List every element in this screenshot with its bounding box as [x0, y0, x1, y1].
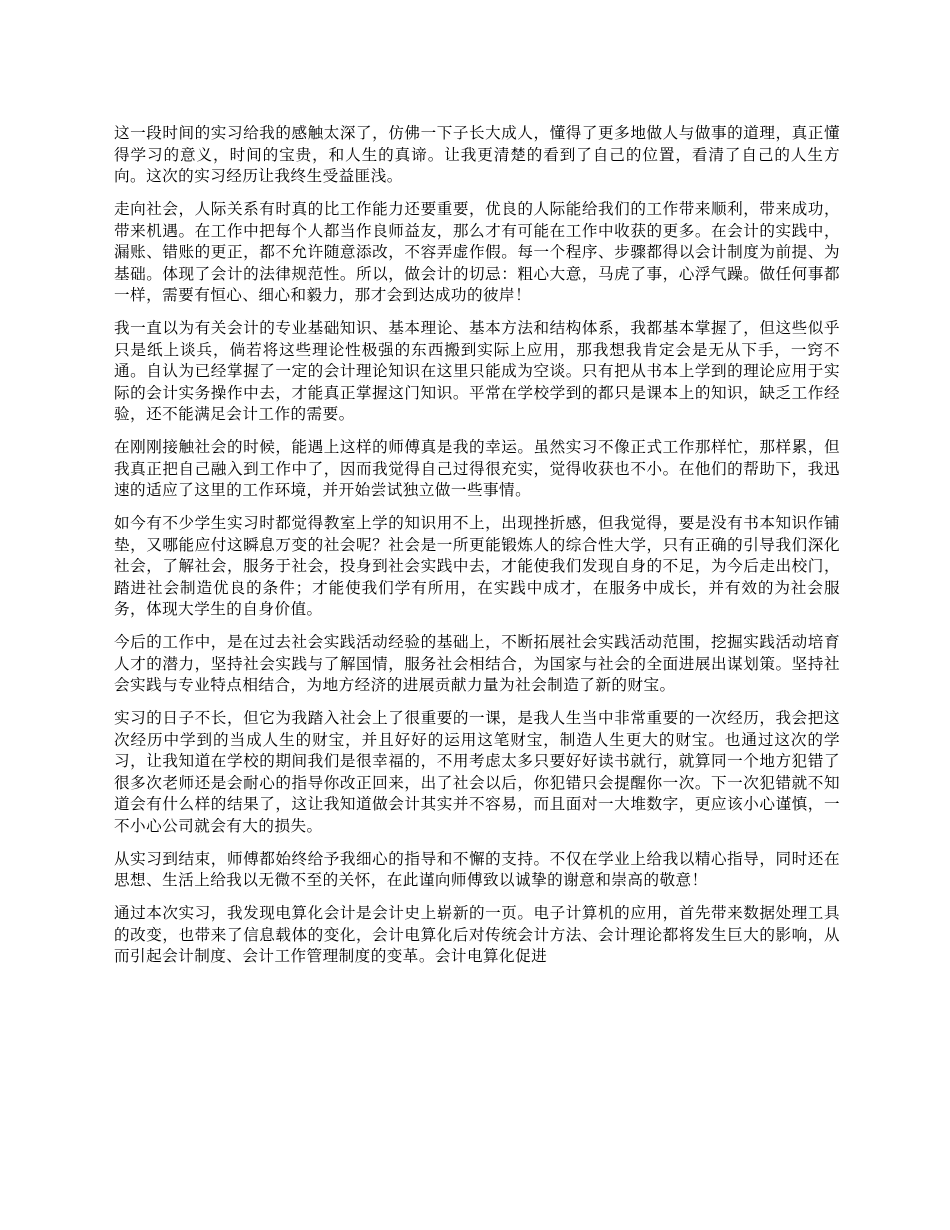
paragraph-8: 从实习到结束，师傅都始终给予我细心的指导和不懈的支持。不仅在学业上给我以精心指导，同时还在思想、生活上给我以无微不至的关怀，在此谨向师傅致以诚挚的谢意和崇高的敬意！: [114, 849, 840, 889]
paragraph-3: 我一直以为有关会计的专业基础知识、基本理论、基本方法和结构体系，我都基本掌握了，但这些似乎只是纸上谈兵，倘若将这些理论性极强的东西搬到实际上应用，那我想我肯定会是无从下手，一窍不通。自认为已经掌握了一定的会计理论知识在这里只能成为空谈。只有把从书本上学到的理论应用于实际的会计实务操作中去，才能真正掌握这门知识。平常在学校学到的都只是课本上的知识，缺乏工作经验，还不能满足会计工作的需要。: [114, 319, 840, 423]
paragraph-4: 在刚刚接触社会的时候，能遇上这样的师傅真是我的幸运。虽然实习不像正式工作那样忙，那样累，但我真正把自己融入到工作中了，因而我觉得自己过得很充实，觉得收获也不小。在他们的帮助下，我迅速的适应了这里的工作环境，并开始尝试独立做一些事情。: [114, 438, 840, 499]
paragraph-5: 如今有不少学生实习时都觉得教室上学的知识用不上，出现挫折感，但我觉得，要是没有书本知识作铺垫，又哪能应付这瞬息万变的社会呢？社会是一所更能锻炼人的综合性大学，只有正确的引导我们深化社会，了解社会，服务于社会，投身到社会实践中去，才能使我们发现自身的不足，为今后走出校门，踏进社会制造优良的条件；才能使我们学有所用，在实践中成才，在服务中成长，并有效的为社会服务，体现大学生的自身价值。: [114, 514, 840, 618]
paragraph-9: 通过本次实习，我发现电算化会计是会计史上崭新的一页。电子计算机的应用，首先带来数据处理工具的改变，也带来了信息载体的变化，会计电算化后对传统会计方法、会计理论都将发生巨大的影响，从而引起会计制度、会计工作管理制度的变革。会计电算化促进: [114, 904, 840, 965]
paragraph-7: 实习的日子不长，但它为我踏入社会上了很重要的一课，是我人生当中非常重要的一次经历，我会把这次经历中学到的当成人生的财宝，并且好好的运用这笔财宝，制造人生更大的财宝。也通过这次的学习，让我知道在学校的期间我们是很幸福的，不用考虑太多只要好好读书就行，就算同一个地方犯错了很多次老师还是会耐心的指导你改正回来，出了社会以后，你犯错只会提醒你一次。下一次犯错就不知道会有什么样的结果了，这让我知道做会计其实并不容易，而且面对一大堆数字，更应该小心谨慎，一不小心公司就会有大的损失。: [114, 709, 840, 835]
paragraph-1: 这一段时间的实习给我的感触太深了，仿佛一下子长大成人，懂得了更多地做人与做事的道理，真正懂得学习的意义，时间的宝贵，和人生的真谛。让我更清楚的看到了自己的位置，看清了自己的人生方向。这次的实习经历让我终生受益匪浅。: [114, 124, 840, 185]
paragraph-2: 走向社会，人际关系有时真的比工作能力还要重要，优良的人际能给我们的工作带来顺利，带来成功，带来机遇。在工作中把每个人都当作良师益友，那么才有可能在工作中收获的更多。在会计的实践中，漏账、错账的更正，都不允许随意添改，不容弄虚作假。每一个程序、步骤都得以会计制度为前提、为基础。体现了会计的法律规范性。所以，做会计的切忌：粗心大意，马虎了事，心浮气躁。做任何事都一样，需要有恒心、细心和毅力，那才会到达成功的彼岸！: [114, 200, 840, 304]
document-page: [114, 123, 840, 979]
paragraph-6: 今后的工作中，是在过去社会实践活动经验的基础上，不断拓展社会实践活动范围，挖掘实践活动培育人才的潜力，坚持社会实践与了解国情，服务社会相结合，为国家与社会的全面进展出谋划策。坚持社会实践与专业特点相结合，为地方经济的进展贡献力量为社会制造了新的财宝。: [114, 633, 840, 694]
